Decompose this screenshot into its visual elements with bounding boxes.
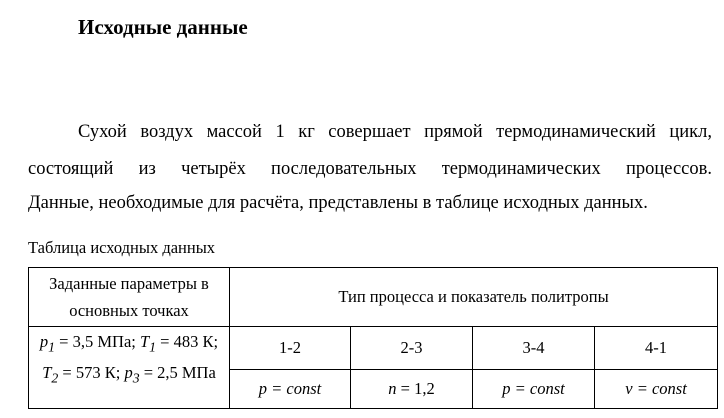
condition-2-3-symbol: n — [388, 379, 397, 398]
condition-3-4-value: = const — [510, 379, 565, 398]
t1-subscript: 1 — [149, 339, 157, 355]
t1-symbol: T — [139, 332, 150, 351]
table-row-process-names — [29, 327, 718, 370]
process-1-2-cell: 1-2 — [230, 327, 351, 370]
source-data-table — [28, 267, 718, 409]
parameters-line-2 — [29, 360, 229, 391]
t2-subscript: 2 — [51, 370, 59, 386]
t2-value: = 573 К; — [58, 363, 125, 383]
parameters-values-cell — [29, 327, 230, 409]
process-2-3-cell: 2-3 — [351, 327, 473, 370]
process-3-4-cell: 3-4 — [473, 327, 595, 370]
p3-symbol: p — [124, 363, 133, 383]
parameters-line-1 — [29, 329, 229, 360]
table-header-row — [29, 268, 718, 327]
paragraph-line-3: Данные, необходимые для расчёта, представлены в таблице исходных данных. — [28, 193, 648, 213]
condition-3-4-symbol: p — [502, 379, 511, 398]
condition-4-1-symbol: v — [625, 379, 633, 398]
header-process-type-cell: Тип процесса и показатель политропы — [230, 268, 718, 327]
process-4-1-cell: 4-1 — [595, 327, 718, 370]
condition-4-1-value: = const — [632, 379, 687, 398]
p3-value: = 2,5 МПа — [139, 363, 216, 383]
condition-1-2-cell — [230, 370, 351, 409]
p1-value: = 3,5 МПа; — [55, 332, 140, 351]
p1-symbol: p — [39, 332, 49, 351]
p3-subscript: 3 — [132, 370, 140, 386]
condition-4-1-cell — [595, 370, 718, 409]
condition-1-2-value: = const — [267, 379, 322, 398]
t2-symbol: T — [42, 363, 52, 383]
section-heading: Исходные данные — [78, 15, 248, 39]
table-caption: Таблица исходных данных — [28, 238, 216, 257]
condition-3-4-cell — [473, 370, 595, 409]
condition-2-3-cell — [351, 370, 473, 409]
condition-1-2-symbol: p — [258, 379, 268, 398]
header-parameters-line-2: основных точках — [69, 301, 189, 320]
paragraph-line-1: Сухой воздух массой 1 кг совершает прямой термодинамический цикл, — [78, 122, 712, 142]
t1-value: = 483 К; — [156, 332, 219, 351]
header-parameters-line-1: Заданные параметры в — [49, 274, 209, 293]
p1-subscript: 1 — [48, 339, 56, 355]
header-parameters-cell — [29, 268, 230, 327]
condition-2-3-value: = 1,2 — [396, 379, 435, 398]
paragraph-line-2: состоящий из четырёх последовательных термодинамических процессов. — [28, 159, 712, 179]
